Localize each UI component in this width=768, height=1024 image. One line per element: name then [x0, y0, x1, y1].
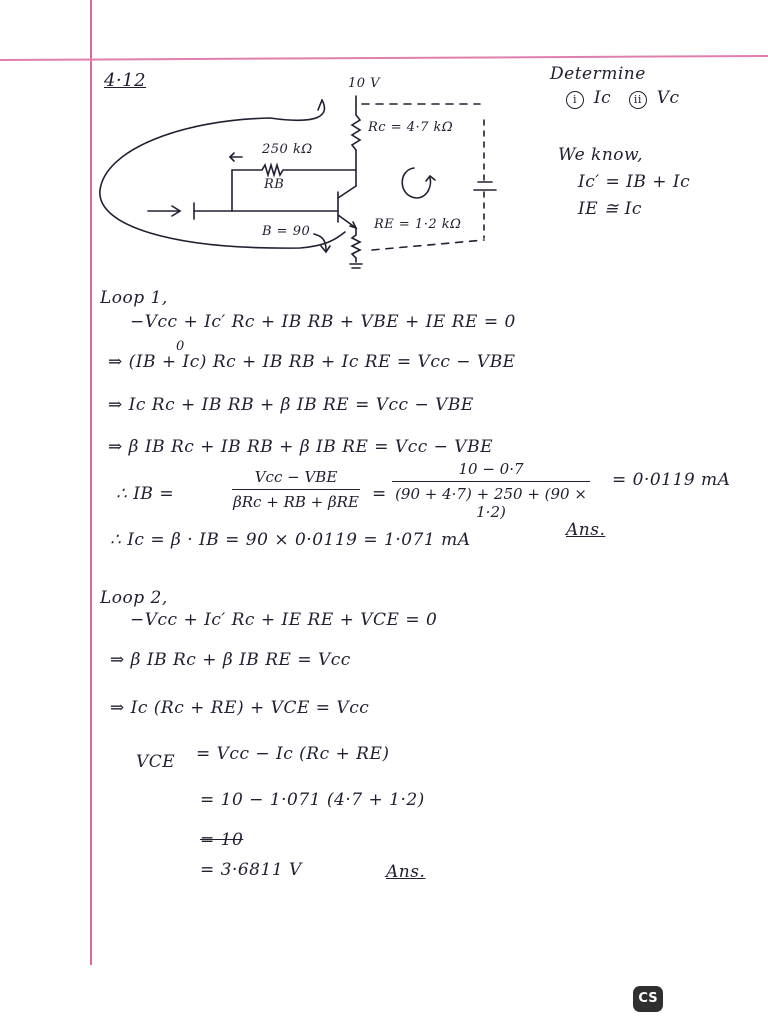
fraction-bar [392, 481, 590, 482]
we-know-label: We know, [558, 145, 643, 165]
loop2-answer-mark: Ans. [386, 862, 426, 882]
ib-lhs: ∴ IB = [116, 484, 175, 504]
vce-label: VCE [136, 752, 176, 772]
item1-marker: i [566, 91, 584, 109]
rc-label: Rc = 4·7 kΩ [368, 120, 454, 135]
loop1-answer-mark: Ans. [566, 520, 606, 540]
item1-text: Ic [593, 88, 612, 108]
relation-2: IE ≅ Ic [578, 199, 642, 219]
loop1-title: Loop 1, [100, 288, 168, 308]
vce-step3-struck: = 10 [200, 830, 244, 850]
ib-denominator: βRc + RB + βRE [233, 493, 359, 511]
item2-text: Vc [656, 88, 680, 108]
ib-result: = 0·0119 mA [612, 470, 731, 490]
rb-value-label: 250 kΩ [262, 142, 313, 157]
vce-step2: = 10 − 1·071 (4·7 + 1·2) [200, 790, 425, 810]
beta-label: B = 90 [262, 224, 311, 239]
ib-denominator-numeric: (90 + 4·7) + 250 + (90 × 1·2) [395, 485, 587, 521]
item2-marker: ii [629, 91, 647, 109]
vcc-label: 10 V [348, 76, 381, 91]
loop1-eq2-note: 0 [176, 339, 185, 354]
loop2-eq2: ⇒ β IB Rc + β IB RE = Vcc [110, 650, 351, 670]
loop1-eq4: ⇒ β IB Rc + IB RB + β IB RE = Vcc − VBE [108, 437, 493, 457]
loop1-eq2: ⇒ (IB + Ic) Rc + IB RB + Ic RE = Vcc − VBE [108, 352, 516, 372]
ib-fraction-numeric [392, 460, 590, 521]
vce-result: = 3·6811 V [200, 860, 302, 880]
determine-label: Determine [550, 64, 646, 84]
re-label: RE = 1·2 kΩ [374, 217, 462, 232]
relation-1: Ic′ = IB + Ic [578, 172, 691, 192]
rb-label: RB [264, 177, 285, 192]
loop2-eq3: ⇒ Ic (Rc + RE) + VCE = Vcc [110, 698, 370, 718]
loop1-eq3: ⇒ Ic Rc + IB RB + β IB RE = Vcc − VBE [108, 395, 474, 415]
vce-step1: = Vcc − Ic (Rc + RE) [196, 744, 390, 764]
problem-number: 4·12 [104, 70, 147, 91]
loop2-eq1: −Vcc + Ic′ Rc + IE RE + VCE = 0 [130, 610, 438, 630]
ic-result-line: ∴ Ic = β · IB = 90 × 0·0119 = 1·071 mA [110, 530, 471, 550]
ib-numerator-numeric: 10 − 0·7 [458, 460, 524, 478]
ib-equals: = [372, 484, 387, 504]
loop1-eq1: −Vcc + Ic′ Rc + IB RB + VBE + IE RE = 0 [130, 312, 516, 332]
determine-items [566, 88, 680, 109]
ib-numerator: Vcc − VBE [254, 468, 338, 486]
ib-fraction-symbolic [232, 468, 360, 511]
loop2-title: Loop 2, [100, 588, 168, 608]
camscanner-logo: CS [633, 986, 663, 1012]
fraction-bar [232, 489, 360, 490]
